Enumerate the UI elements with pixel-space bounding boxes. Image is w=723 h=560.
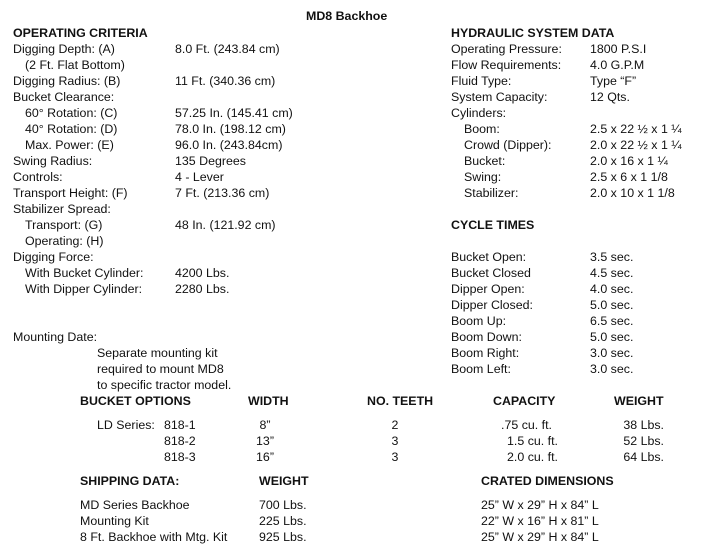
bucket-weight: 64 Lbs. [623, 450, 664, 464]
op-label-digging-depth: Digging Depth: (A) [13, 42, 115, 56]
bucket-teeth: 3 [391, 434, 399, 448]
shipping-weight: 700 Lbs. [259, 498, 307, 512]
cycle-value-boom-right: 3.0 sec. [590, 346, 634, 360]
op-label-bucket-clearance: Bucket Clearance: [13, 90, 115, 104]
cycle-value-dipper-closed: 5.0 sec. [590, 298, 634, 312]
cycle-label-boom-down: Boom Down: [451, 330, 522, 344]
op-value-controls: 4 - Lever [175, 170, 224, 184]
op-label-60-rotation: 60° Rotation: (C) [25, 106, 118, 120]
op-value-digging-radius: 11 Ft. (340.36 cm) [175, 74, 276, 88]
cycle-label-bucket-open: Bucket Open: [451, 250, 527, 264]
bucket-capacity: 1.5 cu. ft. [507, 434, 558, 448]
crated-dims: 22” W x 16” H x 81” L [481, 514, 599, 528]
op-label-flat-bottom: (2 Ft. Flat Bottom) [25, 58, 125, 72]
op-label-max-power: Max. Power: (E) [25, 138, 114, 152]
cycle-times-heading: CYCLE TIMES [451, 218, 535, 232]
op-label-40-rotation: 40° Rotation: (D) [25, 122, 118, 136]
bucket-weight: 38 Lbs. [623, 418, 664, 432]
bucket-width-header: WIDTH [248, 394, 289, 408]
op-value-max-power: 96.0 In. (243.84cm) [175, 138, 283, 152]
hydraulic-heading: HYDRAULIC SYSTEM DATA [451, 26, 615, 40]
cycle-label-boom-up: Boom Up: [451, 314, 507, 328]
bucket-weight: 52 Lbs. [623, 434, 664, 448]
cycle-label-dipper-closed: Dipper Closed: [451, 298, 533, 312]
op-value-transport: 48 In. (121.92 cm) [175, 218, 276, 232]
op-label-dipper-cylinder: With Dipper Cylinder: [25, 282, 143, 296]
hyd-value-bucket: 2.0 x 16 x 1 ¼ [590, 154, 668, 168]
op-label-stabilizer-spread: Stabilizer Spread: [13, 202, 111, 216]
op-value-dipper-cylinder: 2280 Lbs. [175, 282, 230, 296]
op-label-controls: Controls: [13, 170, 63, 184]
op-label-digging-radius: Digging Radius: (B) [13, 74, 121, 88]
bucket-capacity: 2.0 cu. ft. [507, 450, 558, 464]
op-value-digging-depth: 8.0 Ft. (243.84 cm) [175, 42, 280, 56]
hyd-value-swing: 2.5 x 6 x 1 1/8 [590, 170, 668, 184]
shipping-item: 8 Ft. Backhoe with Mtg. Kit [80, 530, 228, 544]
cycle-label-bucket-closed: Bucket Closed [451, 266, 531, 280]
bucket-model: 818-3 [164, 450, 196, 464]
op-value-40-rotation: 78.0 In. (198.12 cm) [175, 122, 286, 136]
op-label-transport: Transport: (G) [25, 218, 103, 232]
bucket-teeth-header: NO. TEETH [367, 394, 434, 408]
op-label-operating: Operating: (H) [25, 234, 104, 248]
bucket-series-label: LD Series: [97, 418, 155, 432]
mounting-note-line: Separate mounting kit [97, 346, 218, 360]
op-value-60-rotation: 57.25 In. (145.41 cm) [175, 106, 293, 120]
hyd-value-flow: 4.0 G.P.M [590, 58, 645, 72]
cycle-value-boom-up: 6.5 sec. [590, 314, 634, 328]
shipping-data-header: SHIPPING DATA: [80, 474, 180, 488]
crated-dims: 25” W x 29” H x 84” L [481, 530, 599, 544]
op-label-swing-radius: Swing Radius: [13, 154, 93, 168]
bucket-model: 818-2 [164, 434, 196, 448]
op-value-swing-radius: 135 Degrees [175, 154, 246, 168]
cycle-label-boom-right: Boom Right: [451, 346, 520, 360]
crated-dims: 25” W x 29” H x 84” L [481, 498, 599, 512]
mounting-note-line: required to mount MD8 [97, 362, 224, 376]
mounting-note-line: to specific tractor model. [97, 378, 232, 392]
shipping-weight: 225 Lbs. [259, 514, 307, 528]
bucket-options-header: BUCKET OPTIONS [80, 394, 191, 408]
cycle-label-boom-left: Boom Left: [451, 362, 511, 376]
hyd-label-cylinders: Cylinders: [451, 106, 507, 120]
hyd-label-crowd: Crowd (Dipper): [464, 138, 552, 152]
hyd-label-boom: Boom: [464, 122, 500, 136]
hyd-label-fluid: Fluid Type: [451, 74, 512, 88]
op-label-bucket-cylinder: With Bucket Cylinder: [25, 266, 144, 280]
hyd-label-stabilizer: Stabilizer: [464, 186, 519, 200]
bucket-width: 13” [256, 434, 274, 448]
shipping-item: Mounting Kit [80, 514, 149, 528]
mounting-date-label: Mounting Date: [13, 330, 98, 344]
crated-dimensions-header: CRATED DIMENSIONS [481, 474, 614, 488]
hyd-label-bucket: Bucket: [464, 154, 506, 168]
page-title: MD8 Backhoe [306, 9, 388, 23]
hyd-value-capacity: 12 Qts. [590, 90, 630, 104]
hyd-label-swing: Swing: [464, 170, 502, 184]
bucket-teeth: 2 [391, 418, 399, 432]
bucket-capacity: .75 cu. ft. [501, 418, 552, 432]
cycle-label-dipper-open: Dipper Open: [451, 282, 525, 296]
bucket-model: 818-1 [164, 418, 196, 432]
shipping-weight: 925 Lbs. [259, 530, 307, 544]
cycle-value-dipper-open: 4.0 sec. [590, 282, 634, 296]
bucket-weight-header: WEIGHT [614, 394, 664, 408]
shipping-item: MD Series Backhoe [80, 498, 190, 512]
hyd-value-fluid: Type “F” [590, 74, 637, 88]
hyd-value-crowd: 2.0 x 22 ½ x 1 ¼ [590, 138, 682, 152]
hyd-label-capacity: System Capacity: [451, 90, 548, 104]
op-value-transport-height: 7 Ft. (213.36 cm) [175, 186, 270, 200]
op-value-bucket-cylinder: 4200 Lbs. [175, 266, 230, 280]
bucket-capacity-header: CAPACITY [493, 394, 556, 408]
bucket-teeth: 3 [391, 450, 399, 464]
cycle-value-boom-down: 5.0 sec. [590, 330, 634, 344]
hyd-label-operating-pressure: Operating Pressure: [451, 42, 562, 56]
hyd-value-stabilizer: 2.0 x 10 x 1 1/8 [590, 186, 675, 200]
bucket-width: 8” [259, 418, 271, 432]
cycle-value-bucket-open: 3.5 sec. [590, 250, 634, 264]
hyd-value-boom: 2.5 x 22 ½ x 1 ¼ [590, 122, 682, 136]
hyd-value-operating-pressure: 1800 P.S.I [590, 42, 647, 56]
cycle-value-bucket-closed: 4.5 sec. [590, 266, 634, 280]
op-label-digging-force: Digging Force: [13, 250, 94, 264]
operating-criteria-heading: OPERATING CRITERIA [13, 26, 148, 40]
shipping-weight-header: WEIGHT [259, 474, 309, 488]
bucket-width: 16” [256, 450, 274, 464]
cycle-value-boom-left: 3.0 sec. [590, 362, 634, 376]
hyd-label-flow: Flow Requirements: [451, 58, 562, 72]
op-label-transport-height: Transport Height: (F) [13, 186, 128, 200]
